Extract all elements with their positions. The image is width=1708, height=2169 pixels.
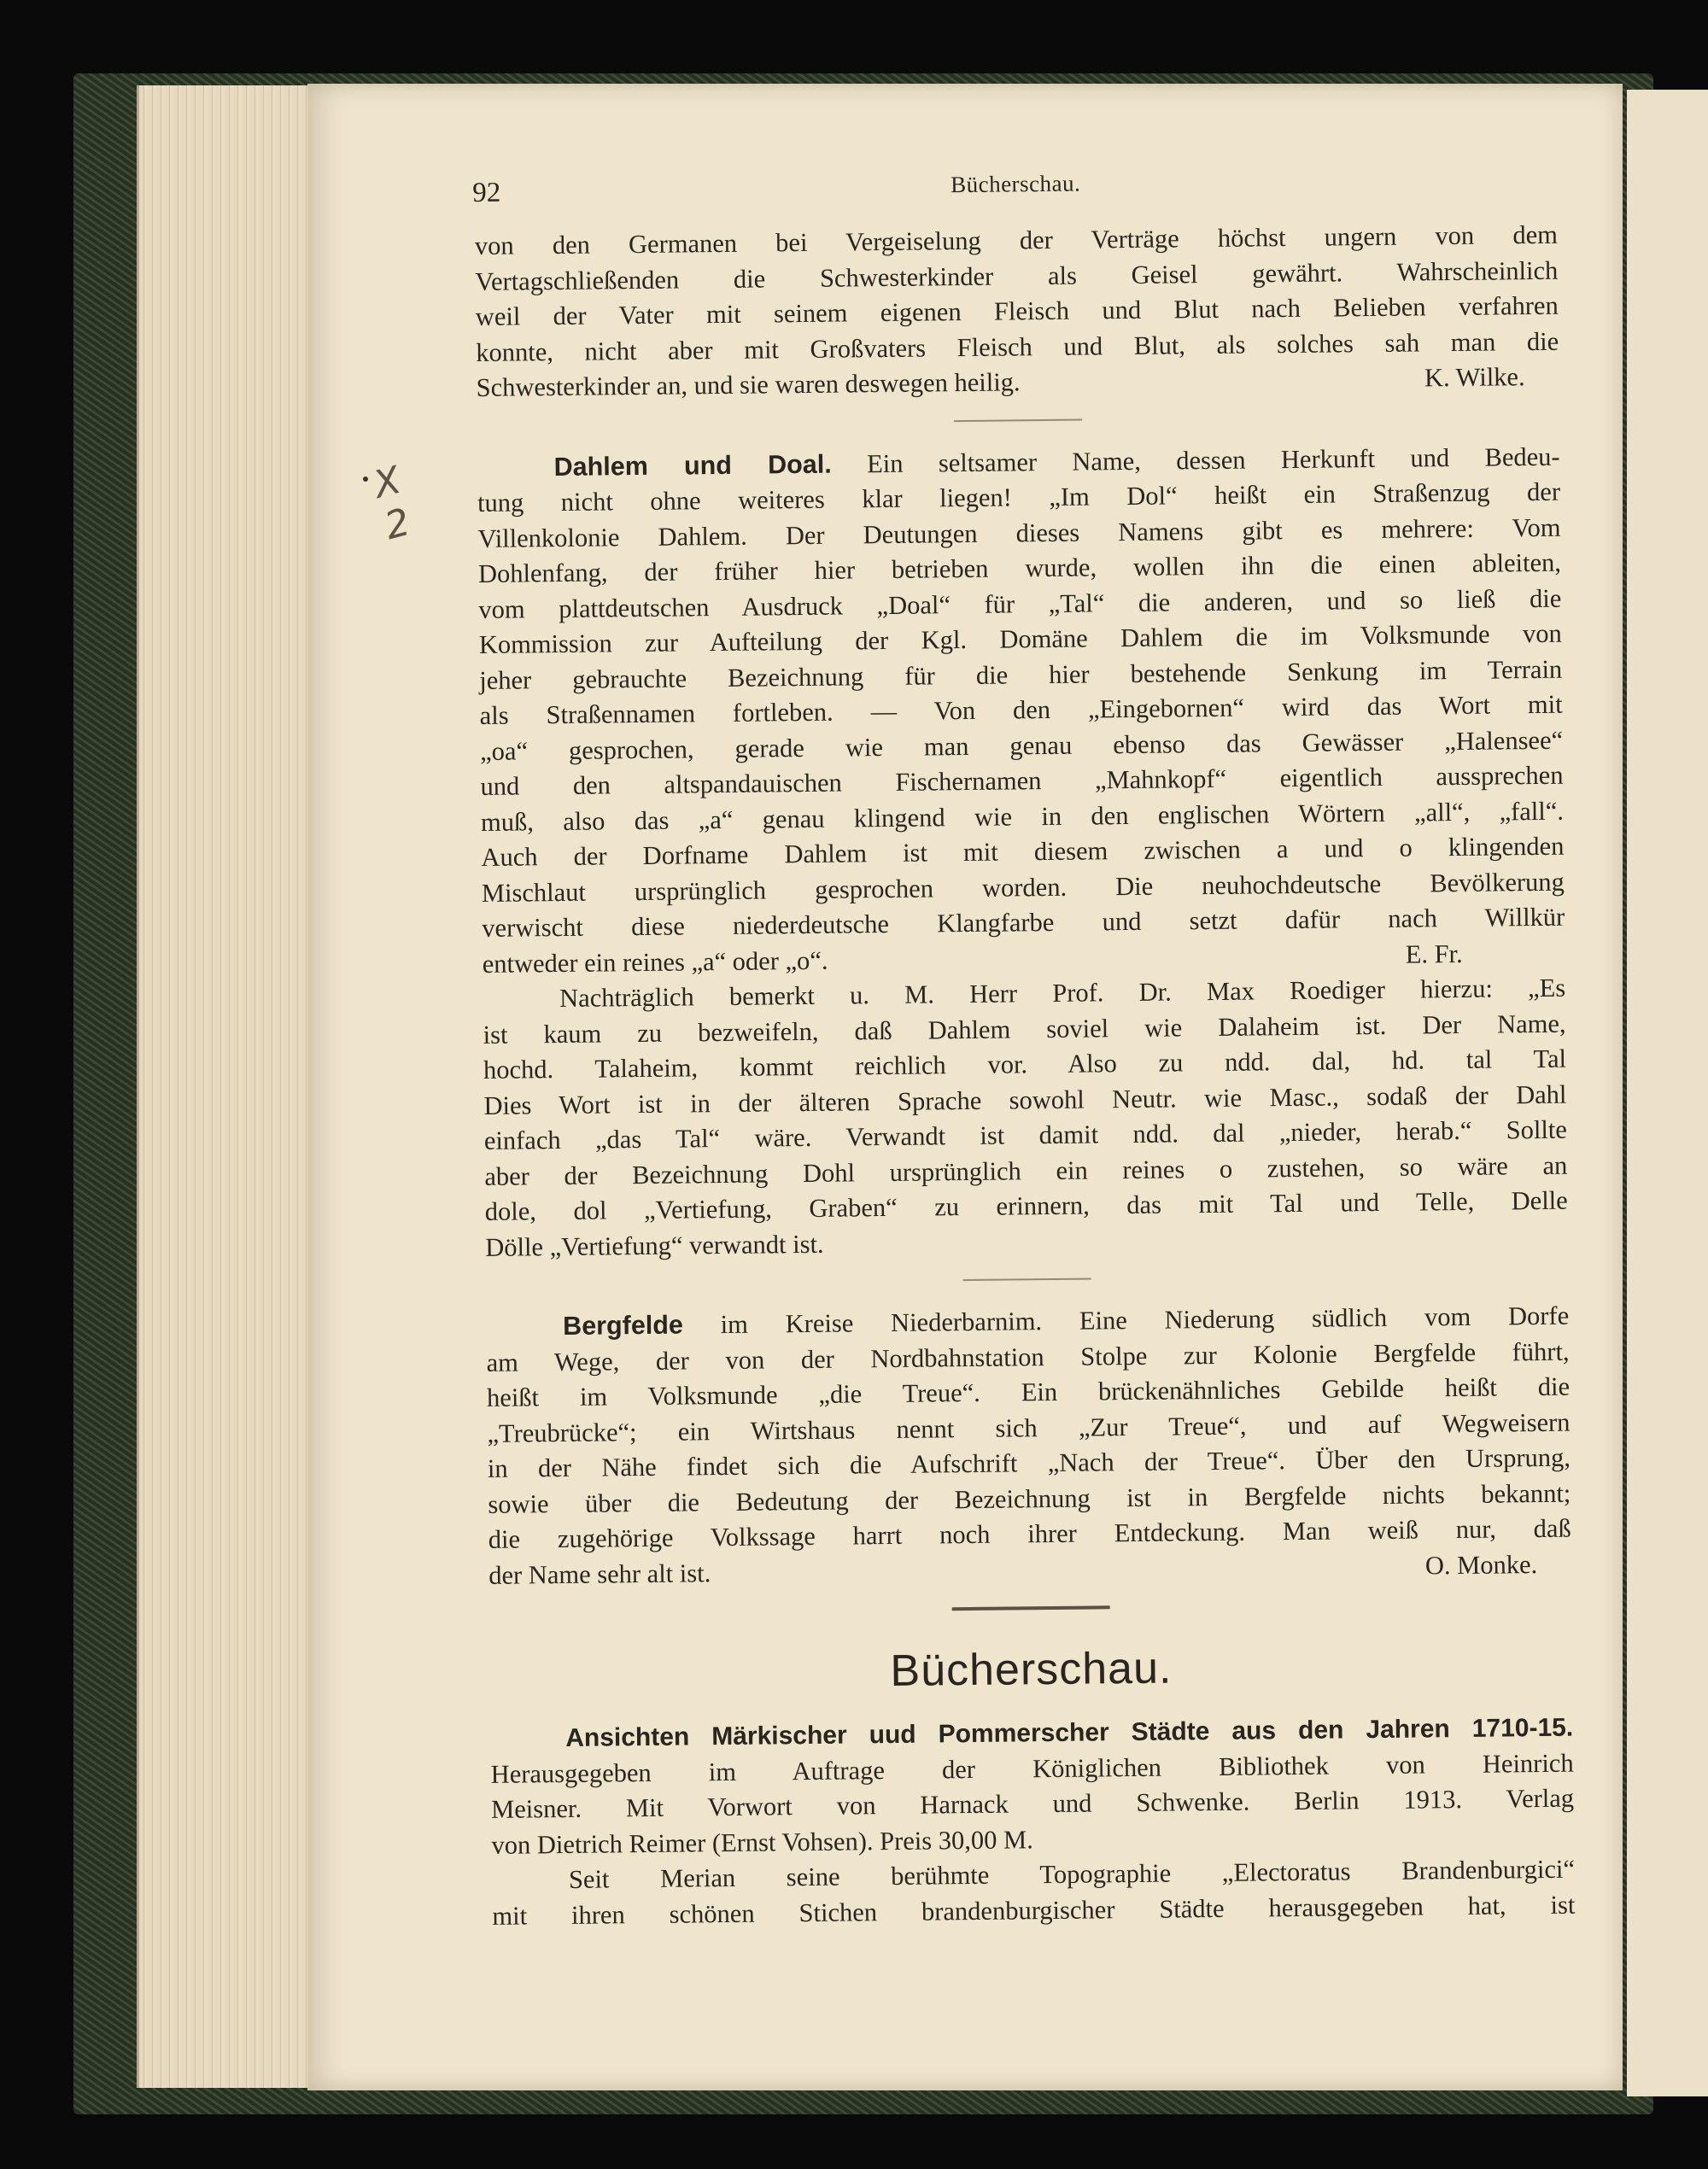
facing-page-edge [1627,90,1708,2096]
text-line: von den Germanen bei Vergeiselung der Verträge höchst ungern von dem [474,219,1559,260]
separator-rule [963,1278,1091,1282]
text-line: von Dietrich Reimer (Ernst Vohsen). Preis 30,00 M. [491,1824,1033,1860]
handwritten-margin-note: X 2 [369,458,415,549]
text-line: Villenkolonie Dahlem. Der Deutungen dieses Namens gibt es mehrere: Vom [477,512,1561,553]
article-heading: Bergfelde [563,1310,684,1341]
running-head [474,158,1558,229]
text-line: heißt im Volksmunde „die Treue“. Ein brückenähnliches Gebilde heißt die [486,1371,1571,1412]
text-line: „oa“ gesprochen, gerade wie man genau ebenso das Gewässer „Halensee“ [479,725,1564,766]
author-signature: O. Monke. [1424,1549,1538,1580]
article-prev [475,218,1559,406]
running-head-title: Bücherschau. [950,170,1081,198]
text-line: jeher gebrauchte Bezeichnung für die hier bestehende Senkung im Terrain [479,654,1563,695]
text-line: verwischt diese niederdeutsche Klangfarbe und setzt dafür nach Willkür [482,902,1565,943]
book-page [307,84,1623,2090]
margin-dot [363,476,368,482]
page-number: 92 [472,177,501,209]
section-bucherschau [489,1639,1575,1934]
text-line: „Treubrücke“; ein Wirtshaus nennt sich „Zur Treue“, und auf Wegweisern [487,1407,1571,1448]
text-line: aber der Bezeichnung Dohl ursprünglich ein reines o zustehen, so wäre an [484,1150,1568,1191]
page-content [474,158,1576,1934]
text-line: Dies Wort ist in der älteren Sprache sowohl Neutr. wie Masc., sodaß der Dahl [483,1079,1567,1120]
article-heading: Dahlem und Doal. [553,449,832,482]
book-title: Ansichten Märkischer uud Pommerscher Städte aus den Jahren 1710-15. [565,1713,1574,1752]
author-signature: E. Fr. [1405,938,1463,969]
text-line: konnte, nicht aber mit Großvaters Fleisch und Blut, als solches sah man die [476,326,1559,367]
text-line: Vertagschließenden die Schwesterkinder als Geisel gewährt. Wahrscheinlich [475,255,1559,296]
text-line: Auch der Dorfname Dahlem ist mit diesem zwischen a und o klingenden [481,831,1565,872]
page-edges [137,85,323,2088]
text-line: sowie über die Bedeutung der Bezeichnung ist in Bergfelde nichts bekannt; [488,1478,1571,1519]
text-line: Seit Merian seine berühmte Topographie „Electoratus Brandenburgici“ [568,1854,1576,1894]
text-line: Nachträglich bemerkt u. M. Herr Prof. Dr. Max Roediger hierzu: „Es [559,973,1566,1014]
text-line: Kommission zur Aufteilung der Kgl. Domäne Dahlem die im Volksmunde von [478,618,1562,659]
text-line: Schwesterkinder an, und sie waren deswegen heilig. [476,367,1021,402]
text-line: entweder ein reines „a“ oder „o“. [482,945,828,979]
text-line: muß, also das „a“ genau klingend wie in den englischen Wörtern „all“, „fall“. [480,796,1565,837]
text-line: hochd. Talaheim, kommt reichlich vor. Also zu ndd. dal, hd. tal Tal [483,1044,1567,1084]
text-line: dole, dol „Vertiefung, Graben“ zu erinnern, das mit Tal und Telle, Delle [484,1185,1568,1226]
article-bergfelde [486,1299,1571,1593]
text-line: der Name sehr alt ist. [488,1558,711,1590]
author-signature: K. Wilke. [1424,362,1525,393]
text-line: weil der Vater mit seinem eigenen Fleisch und Blut nach Belieben verfahren [475,290,1559,331]
text-line: als Straßennamen fortleben. — Von den „Eingebornen“ wird das Wort mit [479,689,1563,730]
text-line: Meisner. Mit Vorwort von Harnack und Schwenke. Berlin 1913. Verlag [490,1783,1575,1824]
text-line: vom plattdeutschen Ausdruck „Doal“ für „Tal“ die anderen, und so ließ die [478,583,1562,624]
text-line: einfach „das Tal“ wäre. Verwandt ist damit ndd. dal „nieder, herab.“ Sollte [483,1114,1568,1155]
section-rule [951,1605,1109,1611]
text-line: in der Nähe findet sich die Aufschrift „Nach der Treue“. Über den Ursprung, [487,1442,1571,1483]
section-title: Bücherschau. [890,1643,1173,1696]
text-line: am Wege, der von der Nordbahnstation Stolpe zur Kolonie Bergfelde führt, [486,1336,1570,1377]
text-line: tung nicht ohne weiteres klar liegen! „Im Dol“ heißt ein Straßenzug der [477,476,1561,517]
text-line: Dölle „Vertiefung“ verwandt ist. [485,1229,824,1262]
text-fragment: Ein seltsamer Name, dessen Herkunft und Bedeu- [866,441,1560,478]
text-line: ist kaum zu bezweifeln, daß Dahlem soviel wie Dalaheim ist. Der Name, [483,1008,1566,1049]
separator-rule [954,418,1082,422]
text-line: Mischlaut ursprünglich gesprochen worden. Die neuhochdeutsche Bevölkerung [481,867,1565,908]
text-line: Herausgegeben im Auftrage der Königlichen Bibliothek von Heinrich [490,1748,1574,1789]
article-dahlem [477,439,1568,1266]
text-fragment: im Kreise Niederbarnim. Eine Niederung südlich vom Dorfe [720,1301,1570,1340]
text-line: die zugehörige Volkssage harrt noch ihrer Entdeckung. Man weiß nur, daß [488,1513,1571,1554]
text-line: und den altspandauischen Fischernamen „Mahnkopf“ eigentlich aussprechen [480,760,1564,801]
text-line: Dohlenfang, der früher hier betrieben wurde, wollen ihn die einen ableiten, [477,547,1562,588]
text-line: mit ihren schönen Stichen brandenburgischer Städte herausgegeben hat, ist [492,1890,1576,1931]
